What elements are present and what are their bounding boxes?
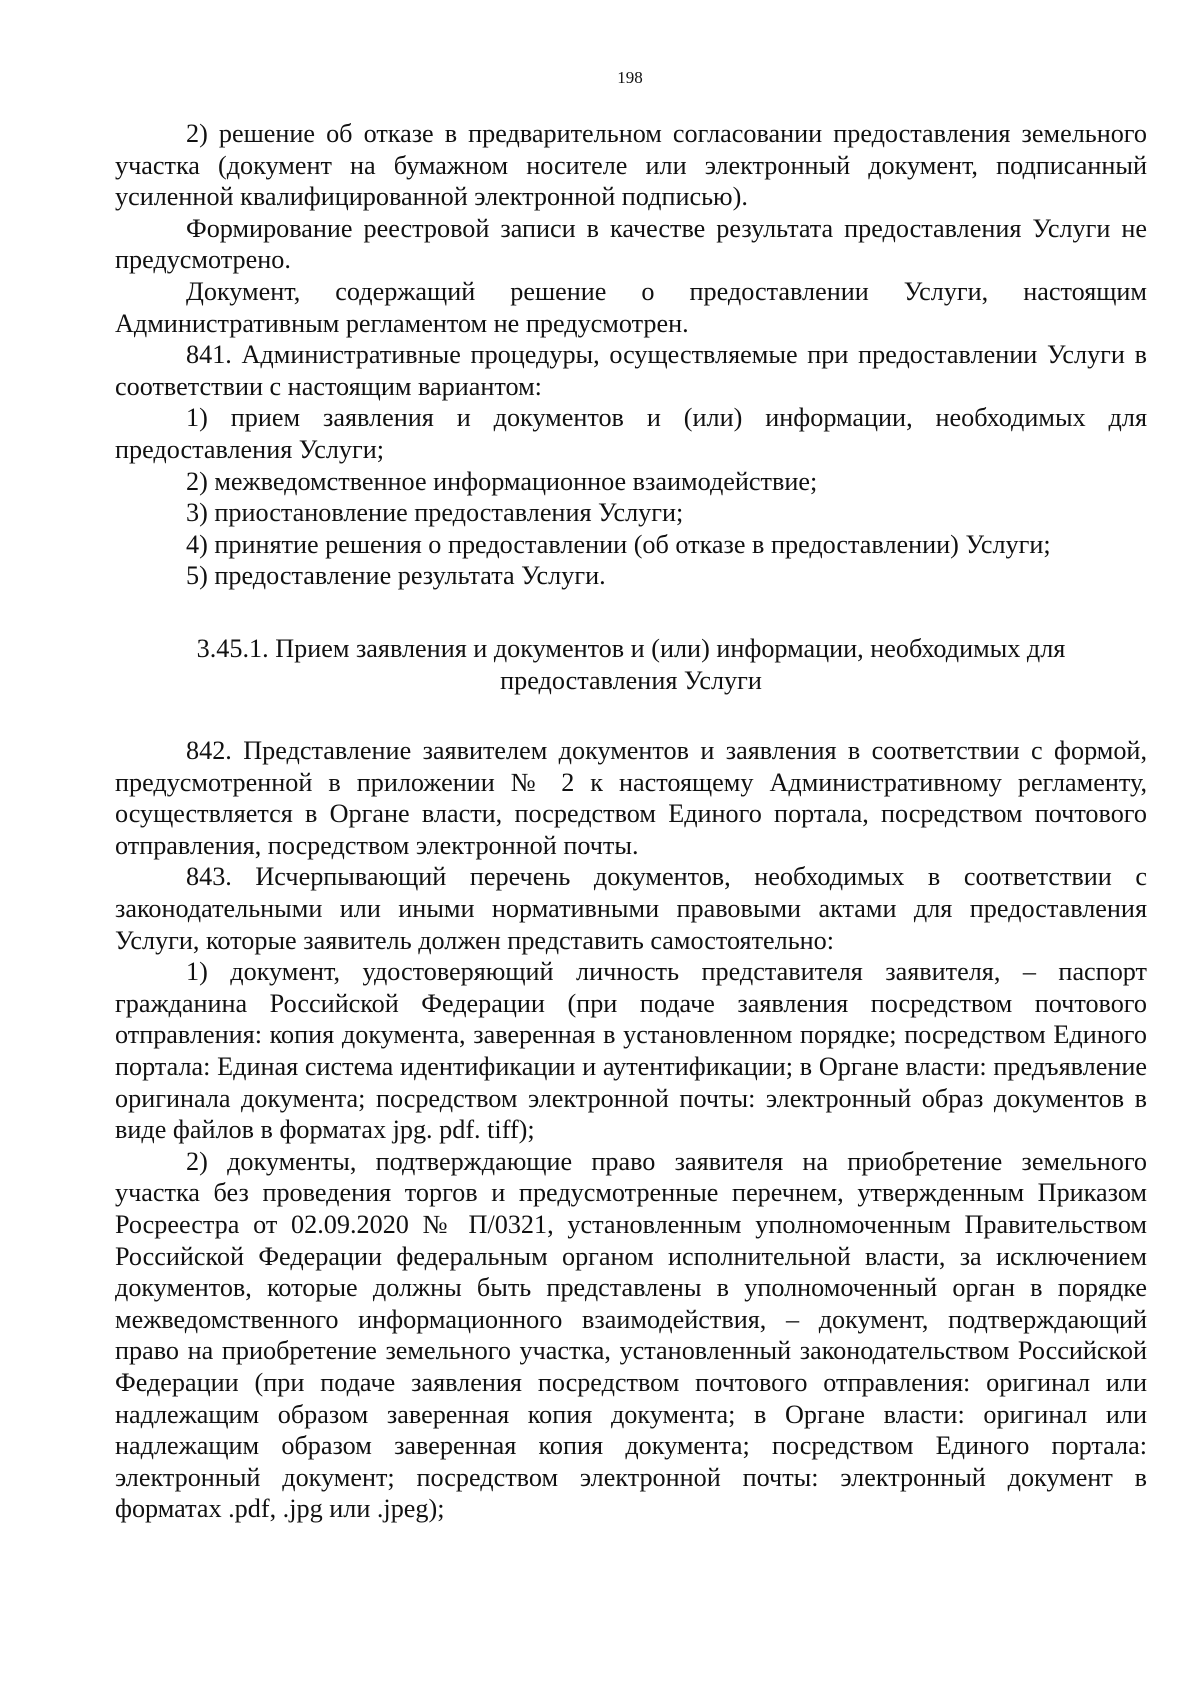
list-item-procedure-3: 3) приостановление предоставления Услуги; [186, 498, 684, 528]
document-body [115, 118, 1147, 1525]
paragraph-841: 841. Административные процедуры, осуществляемые при предоставлении Услуги в соответствии с настоящим вариантом: [115, 340, 1147, 401]
section-heading: 3.45.1. Прием заявления и документов и (или) информации, необходимых для предоставления Услуги [196, 633, 1066, 695]
list-item-procedure-4: 4) принятие решения о предоставлении (об отказе в предоставлении) Услуги; [186, 529, 1051, 559]
list-item-procedure-2: 2) межведомственное информационное взаимодействие; [186, 466, 818, 496]
paragraph-842: 842. Представление заявителем документов и заявления в соответствии с формой, предусмотренной в приложении № 2 к настоящему Административному регламенту, осуществляется в Органе власти, посредством Единого портала, посредством почтового отправления, посредством электронной почты. [115, 736, 1147, 860]
paragraph-decision-document: Документ, содержащий решение о предоставлении Услуги, настоящим Административным регламентом не предусмотрен. [115, 276, 1147, 338]
list-item-procedure-5: 5) предоставление результата Услуги. [186, 561, 606, 591]
list-item-procedure-1: 1) прием заявления и документов и (или) информации, необходимых для предоставления Услуги; [115, 403, 1147, 464]
paragraph-registry-record: Формирование реестровой записи в качестве результата предоставления Услуги не предусмотрено. [115, 213, 1147, 275]
paragraph-rejection-decision: 2) решение об отказе в предварительном согласовании предоставления земельного участка (документ на бумажном носителе или электронный документ, подписанный усиленной квалифицированной электронной подписью). [115, 119, 1147, 212]
paragraph-843: 843. Исчерпывающий перечень документов, необходимых в соответствии с законодательными или иными нормативными правовыми актами для предоставления Услуги, которые заявитель должен представить самостоятельно: [115, 862, 1147, 955]
page-number: 198 [617, 68, 643, 87]
list-item-document-2: 2) документы, подтверждающие право заявителя на приобретение земельного участка без проведения торгов и предусмотренные перечнем, утвержденным Приказом Росреестра от 02.09.2020 № П/0321, установленным уполномоченным Правительством Российской Федерации федеральным органом исполнительной власти, за исключением документов, которые должны быть представлены в уполномоченный орган в порядке межведомственного информационного взаимодействия, – документ, подтверждающий право на приобретение земельного участка, установленный законодательством Российской Федерации (при подаче заявления посредством почтового отправления: оригинал или надлежащим образом заверенная копия документа; в Органе власти: оригинал или надлежащим образом заверенная копия документа; посредством Единого портала: электронный документ; посредством электронной почты: электронный документ в форматах .pdf, .jpg или .jpeg); [115, 1146, 1147, 1524]
list-item-document-1: 1) документ, удостоверяющий личность представителя заявителя, – паспорт гражданина Российской Федерации (при подаче заявления посредством почтового отправления: копия документа, заверенная в установленном порядке; посредством Единого портала: Единая система идентификации и аутентификации; в Органе власти: предъявление оригинала документа; посредством электронной почты: электронный образ документов в виде файлов в форматах jpg. pdf. tiff); [115, 957, 1147, 1145]
